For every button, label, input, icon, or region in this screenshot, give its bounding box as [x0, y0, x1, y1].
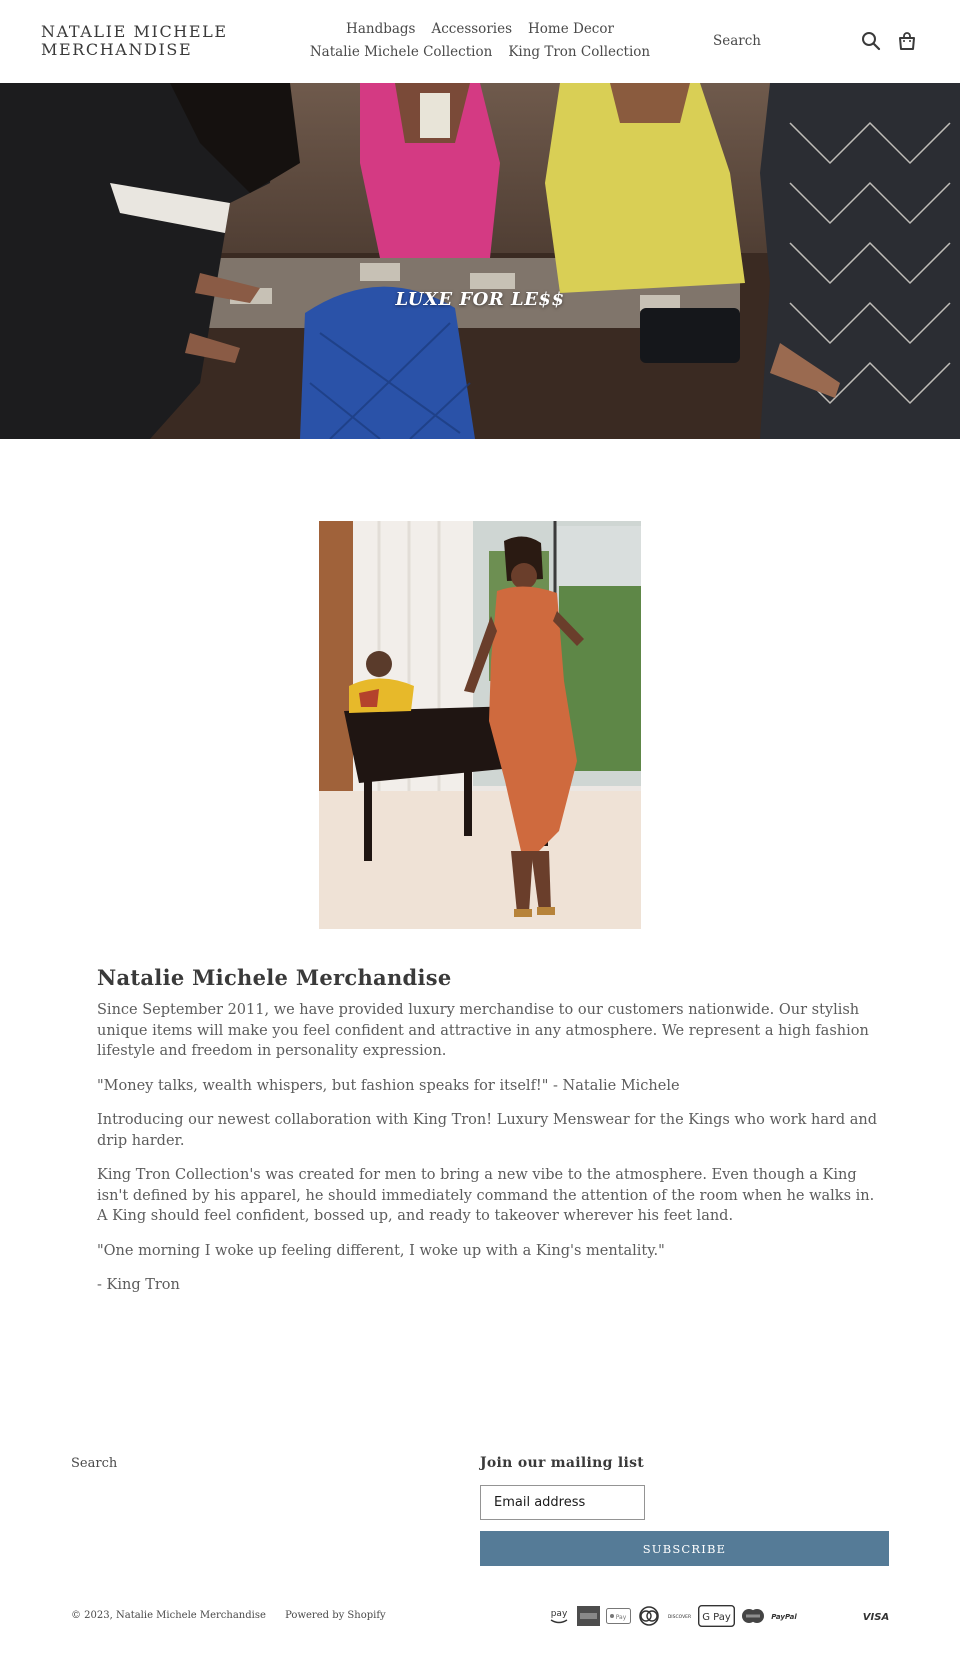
- paragraph-quote-natalie: "Money talks, wealth whispers, but fashion speaks for itself!" - Natalie Michele: [97, 1077, 680, 1094]
- nav-link-handbags[interactable]: Handbags: [346, 21, 416, 37]
- feature-image: [319, 521, 641, 929]
- nav-link-accessories[interactable]: Accessories: [431, 21, 513, 37]
- google-pay-icon: [698, 1605, 735, 1627]
- nav-link-natalie-michele-collection[interactable]: Natalie Michele Collection: [309, 44, 493, 60]
- search-input[interactable]: [713, 33, 843, 49]
- apple-pay-label: Pay: [615, 1614, 627, 1621]
- mailing-list-title: Join our mailing list: [480, 1455, 645, 1471]
- copyright-text: © 2023, Natalie Michele Merchandise: [71, 1610, 266, 1621]
- apple-pay-icon: [606, 1605, 631, 1627]
- paragraph-collab: Introducing our newest collaboration with King Tron! Luxury Menswear for the Kings who work hard and drip harder.: [97, 1112, 878, 1149]
- google-pay-label: G Pay: [702, 1612, 731, 1623]
- paragraph-king-tron: King Tron Collection's was created for men to bring a new vibe to the atmosphere. Even though a King isn't defined by his apparel, he should immediately command the attention of the room when he walks in. A King should feel confident, bossed up, and ready to takeover wherever his feet land.: [97, 1167, 875, 1224]
- section-heading: Natalie Michele Merchandise: [97, 965, 452, 990]
- nav-link-home-decor[interactable]: Home Decor: [528, 21, 614, 37]
- amazon-pay-icon: [546, 1605, 572, 1627]
- email-field[interactable]: [480, 1485, 645, 1520]
- site-header: [0, 0, 960, 83]
- powered-by-link[interactable]: Powered by Shopify: [285, 1610, 386, 1621]
- paypal-label: PayPal: [771, 1613, 797, 1621]
- rich-text-section: [97, 965, 887, 1310]
- hero-title: LUXE FOR LE$$: [395, 289, 565, 310]
- copyright: [71, 1610, 402, 1621]
- visa-label: VISA: [862, 1612, 890, 1623]
- subscribe-button[interactable]: SUBSCRIBE: [480, 1531, 889, 1566]
- mastercard-icon: [741, 1605, 765, 1627]
- paypal-icon: [770, 1605, 798, 1627]
- hero-banner[interactable]: [0, 83, 960, 439]
- search-icon[interactable]: [860, 30, 882, 52]
- amex-icon: [577, 1605, 600, 1627]
- header-search: [713, 30, 863, 52]
- cart-icon[interactable]: [896, 30, 918, 52]
- paragraph-intro: Since September 2011, we have provided luxury merchandise to our customers nationwide. Our stylish unique items will make you feel confident and attractive in any atmosphere. We represent a high fashion lifestyle and freedom in personality expression.: [97, 1002, 869, 1059]
- visa-icon: [861, 1605, 891, 1627]
- discover-icon: [666, 1605, 693, 1627]
- main-nav: [300, 18, 660, 64]
- nav-row-2: [300, 41, 660, 64]
- nav-row-1: [300, 18, 660, 41]
- nav-link-king-tron-collection[interactable]: King Tron Collection: [508, 44, 651, 60]
- hero-image: [0, 83, 960, 439]
- amazon-pay-label: pay: [550, 1609, 568, 1619]
- paragraph-quote-king: "One morning I woke up feeling different, I woke up with a King's mentality.": [97, 1242, 665, 1259]
- payment-icons: [546, 1605, 891, 1629]
- footer-search-link[interactable]: Search: [71, 1456, 118, 1471]
- diners-club-icon: [638, 1605, 660, 1627]
- discover-label: DISCOVER: [667, 1615, 692, 1620]
- paragraph-attribution: - King Tron: [97, 1277, 180, 1293]
- site-logo[interactable]: NATALIE MICHELE MERCHANDISE: [41, 22, 228, 59]
